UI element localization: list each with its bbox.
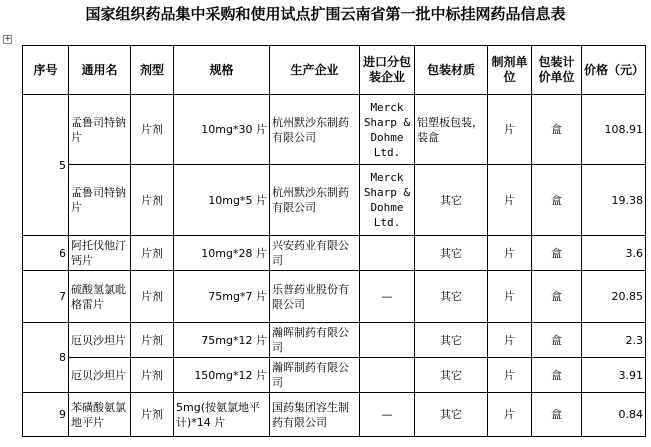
importer-cell: — [360, 393, 415, 437]
price-cell: 3.6 [582, 236, 646, 271]
spec-cell: 75mg*7 片 [174, 271, 270, 323]
header-spec: 规格 [174, 46, 270, 95]
table-title: 国家组织药品集中采购和使用试点扩围云南省第一批中标挂网药品信息表 [85, 5, 566, 23]
pack-cell: 铝塑板包装，装盒 [415, 95, 488, 165]
name-cell: 孟鲁司特钠片 [69, 95, 131, 165]
name-cell: 厄贝沙坦片 [69, 358, 131, 393]
price-cell: 3.91 [582, 358, 646, 393]
spec-cell: 10mg*28 片 [174, 236, 270, 271]
header-price: 价格（元） [582, 46, 646, 95]
price-cell: 0.84 [582, 393, 646, 437]
unit-cell: 片 [488, 271, 532, 323]
pack-cell: 其它 [415, 165, 488, 236]
name-cell: 阿托伐他汀钙片 [69, 236, 131, 271]
importer-cell [360, 323, 415, 358]
seq-cell: 6 [23, 236, 69, 271]
price-cell: 108.91 [582, 95, 646, 165]
table-row [23, 236, 646, 271]
spec-cell: 150mg*12 片 [174, 358, 270, 393]
table-row [23, 358, 646, 393]
maker-cell: 杭州默沙东制药有限公司 [270, 165, 360, 236]
header-row [23, 46, 646, 95]
price-unit-cell: 盒 [532, 323, 582, 358]
header-form: 剂型 [131, 46, 174, 95]
spec-cell: 10mg*30 片 [174, 95, 270, 165]
form-cell: 片剂 [131, 393, 174, 437]
maker-cell: 瀚晖制药有限公司 [270, 358, 360, 393]
spec-cell: 5mg(按氨氯地平计)*14 片 [174, 393, 270, 437]
importer-cell: Merck Sharp & Dohme Ltd. [360, 95, 415, 165]
table-row [23, 95, 646, 165]
header-seq: 序号 [23, 46, 69, 95]
table-row [23, 393, 646, 437]
pack-cell: 其它 [415, 393, 488, 437]
header-name: 通用名 [69, 46, 131, 95]
maker-cell: 乐普药业股份有限公司 [270, 271, 360, 323]
pack-cell: 其它 [415, 271, 488, 323]
unit-cell: 片 [488, 165, 532, 236]
seq-cell: 5 [23, 95, 69, 236]
price-unit-cell: 盒 [532, 236, 582, 271]
price-cell: 19.38 [582, 165, 646, 236]
pack-cell: 其它 [415, 236, 488, 271]
maker-cell: 国药集团容生制药有限公司 [270, 393, 360, 437]
pack-cell: 其它 [415, 358, 488, 393]
importer-cell: Merck Sharp & Dohme Ltd. [360, 165, 415, 236]
price-unit-cell: 盒 [532, 165, 582, 236]
seq-cell: 7 [23, 271, 69, 323]
name-cell: 苯磺酸氨氯地平片 [69, 393, 131, 437]
spec-cell: 75mg*12 片 [174, 323, 270, 358]
pack-cell: 其它 [415, 323, 488, 358]
form-cell: 片剂 [131, 236, 174, 271]
price-unit-cell: 盒 [532, 393, 582, 437]
header-pack: 包装材质 [415, 46, 488, 95]
importer-cell [360, 358, 415, 393]
maker-cell: 瀚晖制药有限公司 [270, 323, 360, 358]
table-row [23, 165, 646, 236]
name-cell: 厄贝沙坦片 [69, 323, 131, 358]
table-row [23, 271, 646, 323]
unit-cell: 片 [488, 95, 532, 165]
importer-cell [360, 236, 415, 271]
table-row [23, 323, 646, 358]
maker-cell: 兴安药业有限公司 [270, 236, 360, 271]
form-cell: 片剂 [131, 323, 174, 358]
unit-cell: 片 [488, 358, 532, 393]
price-unit-cell: 盒 [532, 358, 582, 393]
form-cell: 片剂 [131, 358, 174, 393]
form-cell: 片剂 [131, 165, 174, 236]
seq-cell: 8 [23, 323, 69, 393]
price-cell: 20.85 [582, 271, 646, 323]
form-cell: 片剂 [131, 271, 174, 323]
move-anchor-icon[interactable]: + [4, 34, 12, 44]
importer-cell: — [360, 271, 415, 323]
price-cell: 2.3 [582, 323, 646, 358]
unit-cell: 片 [488, 323, 532, 358]
header-price-unit: 包装计价单位 [532, 46, 582, 95]
name-cell: 孟鲁司特钠片 [69, 165, 131, 236]
seq-cell: 9 [23, 393, 69, 437]
header-importer: 进口分包装企业 [360, 46, 415, 95]
unit-cell: 片 [488, 236, 532, 271]
header-unit: 制剂单位 [488, 46, 532, 95]
unit-cell: 片 [488, 393, 532, 437]
header-maker: 生产企业 [270, 46, 360, 95]
maker-cell: 杭州默沙东制药有限公司 [270, 95, 360, 165]
price-unit-cell: 盒 [532, 271, 582, 323]
price-unit-cell: 盒 [532, 95, 582, 165]
name-cell: 硫酸氢氯吡格雷片 [69, 271, 131, 323]
form-cell: 片剂 [131, 95, 174, 165]
drug-info-table [22, 45, 646, 437]
spec-cell: 10mg*5 片 [174, 165, 270, 236]
